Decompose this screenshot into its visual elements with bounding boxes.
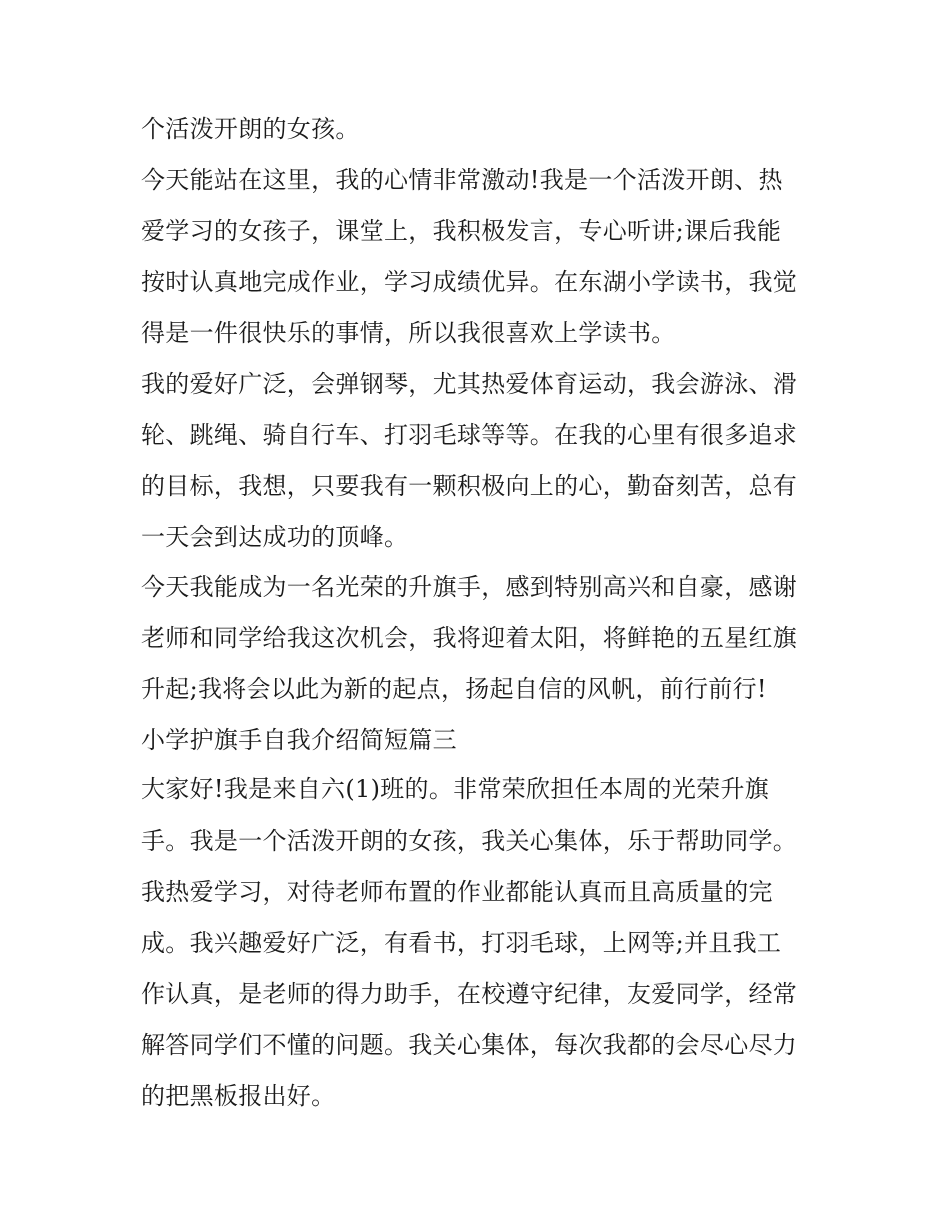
text-line: 我热爱学习，对待老师布置的作业都能认真而且高质量的完 xyxy=(141,878,773,906)
text-line: 手。我是一个活泼开朗的女孩，我关心集体，乐于帮助同学。 xyxy=(141,827,798,855)
text-line: 轮、跳绳、骑自行车、打羽毛球等等。在我的心里有很多追求 xyxy=(141,421,798,449)
section-heading: 小学护旗手自我介绍简短篇三 xyxy=(141,726,457,754)
text-line: 今天我能成为一名光荣的升旗手，感到特别高兴和自豪，感谢 xyxy=(141,573,798,601)
text-line: 作认真，是老师的得力助手，在校遵守纪律，友爱同学，经常 xyxy=(141,980,798,1008)
text-line: 我的爱好广泛，会弹钢琴，尤其热爱体育运动，我会游泳、滑 xyxy=(141,370,798,398)
text-line: 爱学习的女孩子，课堂上，我积极发言，专心听讲;课后我能 xyxy=(141,217,782,245)
text-line: 老师和同学给我这次机会，我将迎着太阳，将鲜艳的五星红旗 xyxy=(141,624,798,652)
text-line: 按时认真地完成作业，学习成绩优异。在东湖小学读书，我觉 xyxy=(141,268,798,296)
text-line: 的把黑板报出好。 xyxy=(141,1082,336,1110)
text-line: 一天会到达成功的顶峰。 xyxy=(141,523,409,551)
text-line: 升起;我将会以此为新的起点，扬起自信的风帆，前行前行! xyxy=(141,675,767,703)
text-line: 得是一件很快乐的事情，所以我很喜欢上学读书。 xyxy=(141,319,676,347)
text-line: 成。我兴趣爱好广泛，有看书，打羽毛球，上网等;并且我工 xyxy=(141,929,782,957)
text-line: 大家好!我是来自六(1)班的。非常荣欣担任本周的光荣升旗 xyxy=(141,775,770,803)
text-line: 今天能站在这里，我的心情非常激动!我是一个活泼开朗、热 xyxy=(141,166,783,194)
text-line: 的目标，我想，只要我有一颗积极向上的心，勤奋刻苦，总有 xyxy=(141,472,798,500)
text-line: 个活泼开朗的女孩。 xyxy=(141,115,360,143)
text-line: 解答同学们不懂的问题。我关心集体，每次我都的会尽心尽力 xyxy=(141,1031,798,1059)
